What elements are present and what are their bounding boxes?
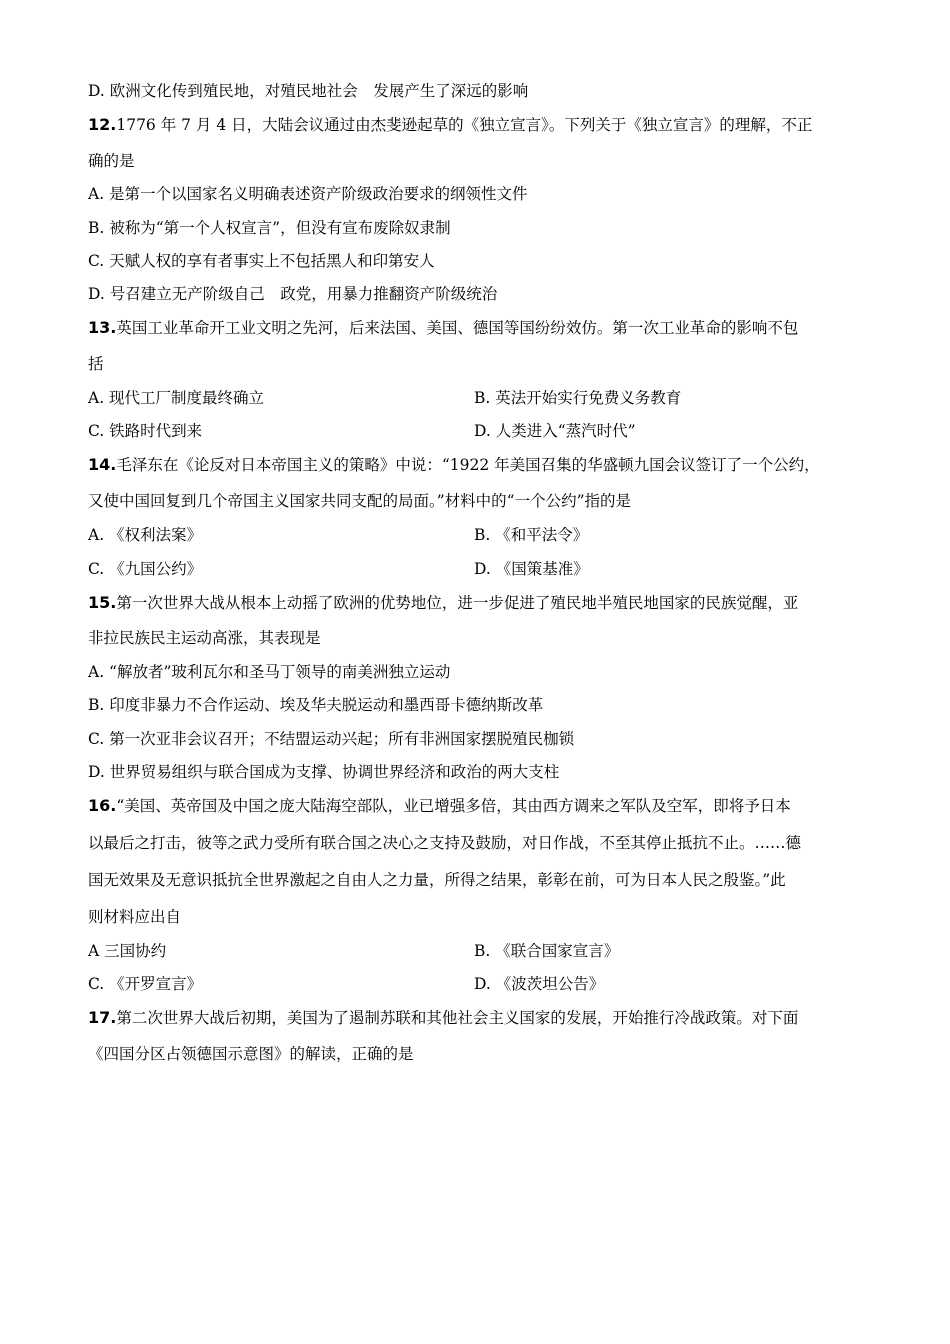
q16-stem-line-4: 则材料应出自 — [88, 908, 182, 926]
q16-option-c: C. 《开罗宣言》 — [88, 975, 203, 993]
q14-option-d: D. 《国策基准》 — [474, 560, 589, 578]
q16-stem-line-1: 16.“美国、英帝国及中国之庞大陆海空部队，业已增强多倍，其由西方调来之军队及空军，即将予日本 — [88, 796, 791, 815]
q15-stem-line-1: 15.第一次世界大战从根本上动摇了欧洲的优势地位，进一步促进了殖民地半殖民地国家的民族觉醒，亚 — [88, 593, 799, 612]
q12-option-b: B. 被称为“第一个人权宣言”，但没有宣布废除奴隶制 — [88, 219, 451, 237]
q14-stem-line-1: 14.毛泽东在《论反对日本帝国主义的策略》中说：“1922 年美国召集的华盛顿九国会议签订了一个公约， — [88, 455, 820, 474]
q13-stem-line-1: 13.英国工业革命开工业文明之先河，后来法国、美国、德国等国纷纷效仿。第一次工业革命的影响不包 — [88, 318, 799, 337]
q16-stem-line-2: 以最后之打击，彼等之武力受所有联合国之决心之支持及鼓励，对日作战，不至其停止抵抗不止。……德 — [88, 834, 802, 852]
q12-option-a: A. 是第一个以国家名义明确表述资产阶级政治要求的纲领性文件 — [88, 185, 528, 203]
q16-option-d: D. 《波茨坦公告》 — [474, 975, 605, 993]
q12-stem-line-2: 确的是 — [88, 152, 135, 170]
q13-option-b: B. 英法开始实行免费义务教育 — [474, 389, 682, 407]
prev-option-d: D. 欧洲文化传到殖民地，对殖民地社会 发展产生了深远的影响 — [88, 82, 529, 100]
q15-option-c: C. 第一次亚非会议召开；不结盟运动兴起；所有非洲国家摆脱殖民枷锁 — [88, 730, 575, 748]
q14-option-b: B. 《和平法令》 — [474, 526, 589, 544]
q16-stem-line-3: 国无效果及无意识抵抗全世界激起之自由人之力量，所得之结果，彰彰在前，可为日本人民之殷鉴。”此 — [88, 871, 786, 889]
q15-stem-line-2: 非拉民族民主运动高涨，其表现是 — [88, 629, 321, 647]
q13-option-c: C. 铁路时代到来 — [88, 422, 203, 440]
q15-option-d: D. 世界贸易组织与联合国成为支撑、协调世界经济和政治的两大支柱 — [88, 763, 560, 781]
q14-option-c: C. 《九国公约》 — [88, 560, 203, 578]
q13-stem-line-2: 括 — [88, 355, 104, 373]
q17-stem-line-1: 17.第二次世界大战后初期，美国为了遏制苏联和其他社会主义国家的发展，开始推行冷战政策。对下面 — [88, 1008, 799, 1027]
q16-option-b: B. 《联合国家宣言》 — [474, 942, 620, 960]
q15-number: 15. — [88, 593, 117, 612]
q14-number: 14. — [88, 455, 117, 474]
q15-option-a: A. “解放者”玻利瓦尔和圣马丁领导的南美洲独立运动 — [88, 663, 451, 681]
q13-number: 13. — [88, 318, 117, 337]
q17-stem-line-2: 《四国分区占领德国示意图》的解读，正确的是 — [88, 1045, 414, 1063]
q13-option-a: A. 现代工厂制度最终确立 — [88, 389, 265, 407]
q12-option-c: C. 天赋人权的享有者事实上不包括黑人和印第安人 — [88, 252, 435, 270]
q14-stem-line-2: 又使中国回复到几个帝国主义国家共同支配的局面。”材料中的“一个公约”指的是 — [88, 492, 632, 510]
q12-option-d: D. 号召建立无产阶级自己 政党，用暴力推翻资产阶级统治 — [88, 285, 498, 303]
q16-option-a: A 三国协约 — [88, 942, 167, 960]
q12-stem-line-1: 12.1776 年 7 月 4 日，大陆会议通过由杰斐逊起草的《独立宣言》。下列关于《独立宣言》的理解，不正 — [88, 115, 813, 134]
q16-number: 16. — [88, 796, 117, 815]
q15-option-b: B. 印度非暴力不合作运动、埃及华夫脱运动和墨西哥卡德纳斯改革 — [88, 696, 544, 714]
q14-option-a: A. 《权利法案》 — [88, 526, 203, 544]
q17-number: 17. — [88, 1008, 117, 1027]
q12-number: 12. — [88, 115, 117, 134]
q13-option-d: D. 人类进入“蒸汽时代” — [474, 422, 636, 440]
